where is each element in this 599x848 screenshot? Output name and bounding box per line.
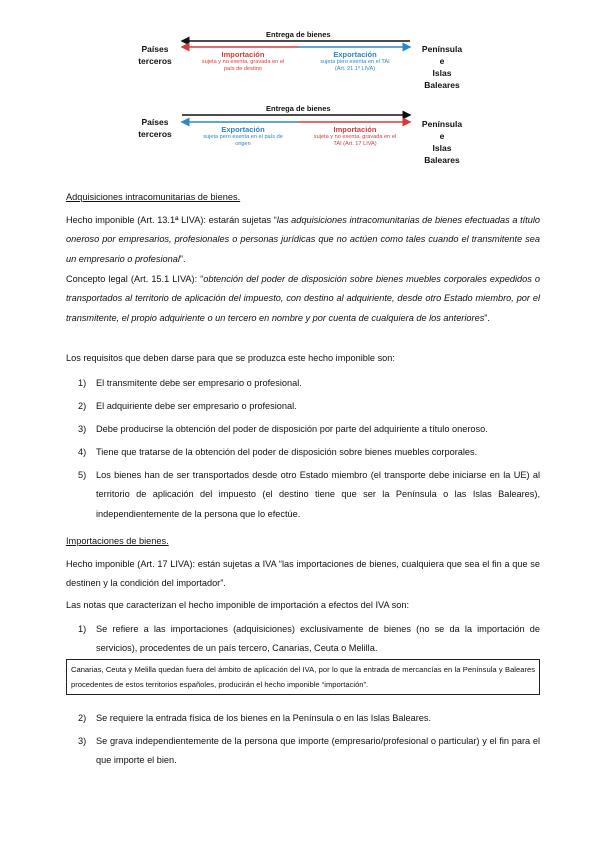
diagram-importacion-exportacion-1 (130, 30, 470, 96)
importacion-flow: Importación sujeta y no exenta, gravada en el país de destino (201, 50, 285, 72)
left-label: Países terceros (138, 44, 172, 66)
diagram-importacion-exportacion-2 (130, 104, 470, 170)
paragraph-hecho-imponible: Hecho imponible (Art. 13.1ª LIVA): estarán sujetas “las adquisiciones intracomunitarias de bienes efectuadas a título oneroso por empresarios, profesionales o personas jurídicas que no actúen como tales cuando el transmitente sea un empresario o profesional”. (66, 215, 540, 264)
left-label: Países terceros (138, 117, 172, 139)
list-item: 5) Los bienes han de ser transportados desde otro Estado miembro (el transporte debe iniciarse en la UE) al territorio de aplicación del impuesto (el destino tiene que ser la Península o las Islas Baleares), independientemente de la persona que lo efectúe. (78, 470, 540, 519)
section-heading-importaciones: Importaciones de bienes. (66, 536, 169, 546)
paragraph-requisitos-intro: Los requisitos que deben darse para que se produzca este hecho imponible son: (66, 353, 395, 363)
section-heading-adquisiciones: Adquisiciones intracomunitarias de bienes. (66, 192, 241, 202)
diagram-title: Entrega de bienes (266, 30, 331, 39)
list-item: 1) Se refiere a las importaciones (adquisiciones) exclusivamente de bienes (no se da la importación de servicios), procedentes de un país tercero, Canarias, Ceuta o Melilla. (78, 624, 540, 654)
exportacion-flow: Exportación sujeta pero exenta en el país de origen (203, 125, 283, 147)
diagram-title: Entrega de bienes (266, 104, 331, 113)
note-box: Canarias, Ceuta y Melilla quedan fuera del ámbito de aplicación del IVA, por lo que la entrada de mercancías en la Península y Baleares procedentes de estos territorios españoles, producirán el hecho imponible “importación”. (66, 659, 540, 695)
paragraph-hecho-imponible-importacion: Hecho imponible (Art. 17 LIVA): están sujetas a IVA “las importaciones de bienes, cualquiera que sea el fin a que se destinen y la condición del importador”. (66, 559, 540, 589)
list-item: 1) El transmitente debe ser empresario o profesional. (78, 378, 302, 388)
list-item: 4) Tiene que tratarse de la obtención del poder de disposición sobre bienes muebles corporales. (78, 447, 478, 457)
importacion-flow: Importación sujeta y no exenta, gravada en el TAI (Art. 17 LIVA) (313, 125, 397, 147)
paragraph-notas-intro: Las notas que caracterizan el hecho imponible de importación a efectos del IVA son: (66, 600, 410, 610)
list-item: 3) Se grava independientemente de la persona que importe (empresario/profesional o particular) y el fin para el que importe el bien. (78, 736, 540, 766)
list-item: 2) El adquiriente debe ser empresario o profesional. (78, 401, 297, 411)
list-item: 2) Se requiere la entrada física de los bienes en la Península o en las Islas Baleares. (78, 713, 432, 723)
right-label: Península e Islas Baleares (421, 119, 463, 165)
exportacion-flow: Exportación sujeta pero exenta en el TAI (Art. 21.1º LIVA) (320, 50, 390, 72)
paragraph-concepto-legal: Concepto legal (Art. 15.1 LIVA): “obtención del poder de disposición sobre bienes muebles corporales expedidos o transportados al territorio de aplicación del impuesto, con destino al adquiriente, desde otro Estado miembro, por el transmitente, el propio adquiriente o un tercero en nombre y por cuenta de cualquiera de los anteriores”. (66, 274, 540, 323)
list-item: 3) Debe producirse la obtención del poder de disposición por parte del adquiriente a título oneroso. (78, 424, 488, 434)
right-label: Península e Islas Baleares (421, 44, 463, 90)
